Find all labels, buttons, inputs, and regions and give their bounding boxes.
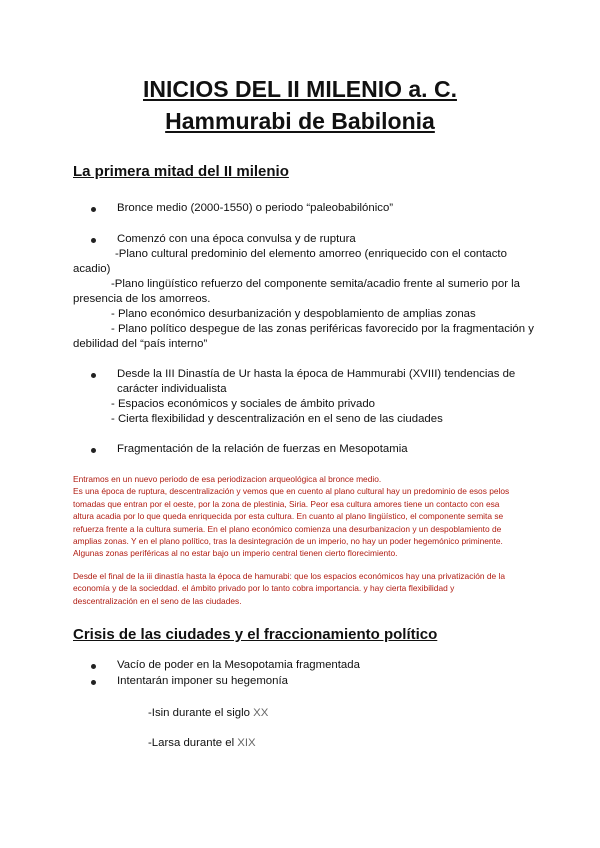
note-line: Desde el final de la iii dinastía hasta la época de hamurabi: que los espacios económicos hay una privatización de la [73,571,506,581]
bullet-icon [91,448,96,453]
city-item [148,707,268,719]
list-item-detail: -Plano lingüístico refuerzo del componente semita/acadio frente al sumerio por la [111,278,521,290]
list-item: carácter individualista [117,383,227,395]
note-line: refuerza frente a la cultura sumeria. En el plano económico comienza una desurbanizacion y un despoblamiento de [73,524,502,534]
bullet-icon [91,207,96,212]
note-line: economía y de la socieddad. el ámbito privado por lo tanto cobra importancia. y hay cierta flexibilidad y [73,583,455,593]
note-line: altura acadia por lo que queda enriquecida por esta cultura. En cuanto al plano lingüístico, el componente semita se [73,511,504,521]
document-title: INICIOS DEL II MILENIO a. C. [143,76,457,102]
city-item-text: -Larsa durante el [148,737,238,749]
note-line: Entramos en un nuevo periodo de esa periodizacion arqueológica al bronce medio. [73,474,382,484]
bullet-icon [91,238,96,243]
bullet-icon [91,680,96,685]
list-item: Bronce medio (2000-1550) o periodo “paleobabilónico” [117,202,394,214]
section-heading: La primera mitad del II milenio [73,163,289,180]
bullet-icon [91,664,96,669]
list-item-detail: debilidad del “país interno” [73,338,208,350]
list-item-detail: acadio) [73,263,111,275]
note-line: Algunas zonas periféricas al no estar bajo un imperio central tienen cierto florecimiento. [73,548,398,558]
century: XX [253,707,269,719]
document-subtitle: Hammurabi de Babilonia [165,108,435,134]
note-line: Es una época de ruptura, descentralización y vemos que en cuento al plano cultural hay un predominio de esos pelos [73,486,510,496]
city-item-text: -Isin durante el siglo [148,707,254,719]
list-item: Comenzó con una época convulsa y de ruptura [117,233,356,245]
section-heading: Crisis de las ciudades y el fraccionamiento político [73,626,438,643]
city-item [148,737,256,749]
list-item: Desde la III Dinastía de Ur hasta la época de Hammurabi (XVIII) tendencias de [117,368,516,380]
note-line: tomadas que entran por el oeste, por la zona de plestinia, Siria. Peor esa cultura amores tiene un contacto con esa [73,499,500,509]
list-item: Intentarán imponer su hegemonía [117,675,288,687]
list-item-detail: - Cierta flexibilidad y descentralización en el seno de las ciudades [111,413,443,425]
list-item-detail: - Plano económico desurbanización y despoblamiento de amplias zonas [111,308,476,320]
list-item-detail: -Plano cultural predominio del elemento amorreo (enriquecido con el contacto [115,248,507,260]
list-item: Vacío de poder en la Mesopotamia fragmentada [117,659,360,671]
century: XIX [237,737,256,749]
bullet-icon [91,373,96,378]
note-line: amplias zonas. Y en el plano político, tras la desintegración de un imperio, no hay un poder hegemónico priminente. [73,536,503,546]
list-item-detail: - Plano político despegue de las zonas periféricas favorecido por la fragmentación y [111,323,534,335]
note-line: descentralización en el seno de las ciudades. [73,596,242,606]
list-item-detail: presencia de los amorreos. [73,293,211,305]
list-item-detail: - Espacios económicos y sociales de ámbito privado [111,398,376,410]
list-item: Fragmentación de la relación de fuerzas en Mesopotamia [117,443,408,455]
